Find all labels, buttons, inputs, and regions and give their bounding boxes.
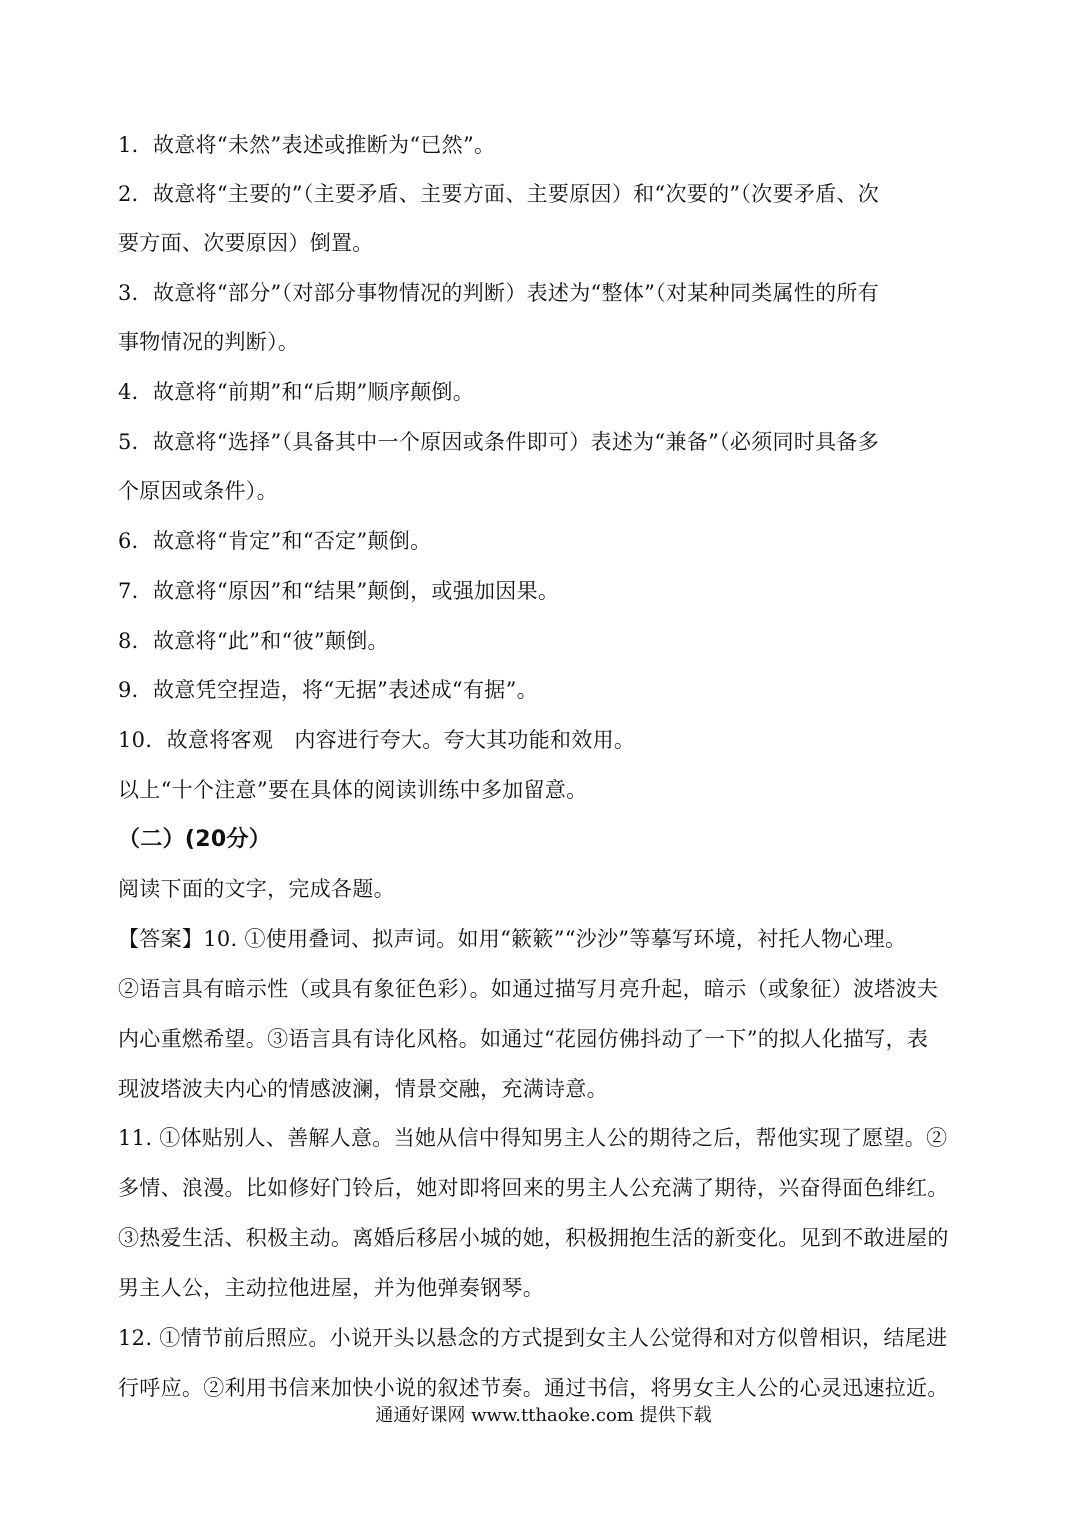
answer-line: 现波塔波夫内心的情感波澜，情景交融，充满诗意。 (118, 1077, 608, 1101)
text-line: 10．故意将客观 内容进行夸大。夸大其功能和效用。 (118, 728, 636, 752)
answer-line: 行呼应。②利用书信来加快小说的叙述节奏。通过书信，将男女主人公的心灵迅速拉近。 (118, 1376, 949, 1400)
text-line: 个原因或条件）。 (118, 479, 278, 503)
text-line: 6．故意将“肯定”和“否定”颠倒。 (118, 529, 432, 553)
answer-line: 多情、浪漫。比如修好门铃后，她对即将回来的男主人公充满了期待，兴奋得面色绯红。 (118, 1176, 949, 1200)
answer-line: 12. ①情节前后照应。小说开头以悬念的方式提到女主人公觉得和对方似曾相识，结尾进 (118, 1326, 948, 1350)
text-line: 9．故意凭空捏造，将“无据”表述成“有据”。 (118, 678, 538, 702)
section-heading: （二）(20分） (118, 827, 272, 852)
text-line: 要方面、次要原因）倒置。 (118, 231, 374, 255)
text-line: 事物情况的判断）。 (118, 330, 300, 354)
answer-line: ②语言具有暗示性（或具有象征色彩）。如通过描写月亮升起，暗示（或象征）波塔波夫 (118, 977, 939, 1001)
page-footer: 通通好课网 www.tthaoke.com 提供下载 (375, 1405, 712, 1426)
answer-line: 【答案】10. ①使用叠词、拟声词。如用“簌簌”“沙沙”等摹写环境，衬托人物心理。 (118, 927, 907, 951)
text-line: 2．故意将“主要的”（主要矛盾、主要方面、主要原因）和“次要的”（次要矛盾、次 (118, 182, 880, 206)
text-line: 阅读下面的文字，完成各题。 (118, 877, 395, 901)
answer-line: 11. ①体贴别人、善解人意。当她从信中得知男主人公的期待之后，帮他实现了愿望。② (118, 1126, 948, 1150)
answer-line: ③热爱生活、积极主动。离婚后移居小城的她，积极拥抱生活的新变化。见到不敢进屋的 (118, 1226, 949, 1250)
text-line: 3．故意将“部分”（对部分事物情况的判断）表述为“整体”（对某种同类属性的所有 (118, 281, 880, 305)
text-line: 5．故意将“选择”（具备其中一个原因或条件即可）表述为“兼备”（必须同时具备多 (118, 430, 880, 454)
text-line: 8．故意将“此”和“彼”颠倒。 (118, 629, 389, 653)
answer-line: 男主人公，主动拉他进屋，并为他弹奏钢琴。 (118, 1276, 544, 1300)
answer-line: 内心重燃希望。③语言具有诗化风格。如通过“花园仿佛抖动了一下”的拟人化描写，表 (118, 1027, 929, 1051)
text-line: 1．故意将“未然”表述或推断为“已然”。 (118, 133, 496, 157)
text-line: 以上“十个注意”要在具体的阅读训练中多加留意。 (118, 778, 588, 802)
text-line: 4．故意将“前期”和“后期”顺序颠倒。 (118, 380, 475, 404)
text-line: 7．故意将“原因”和“结果”颠倒，或强加因果。 (118, 579, 560, 603)
